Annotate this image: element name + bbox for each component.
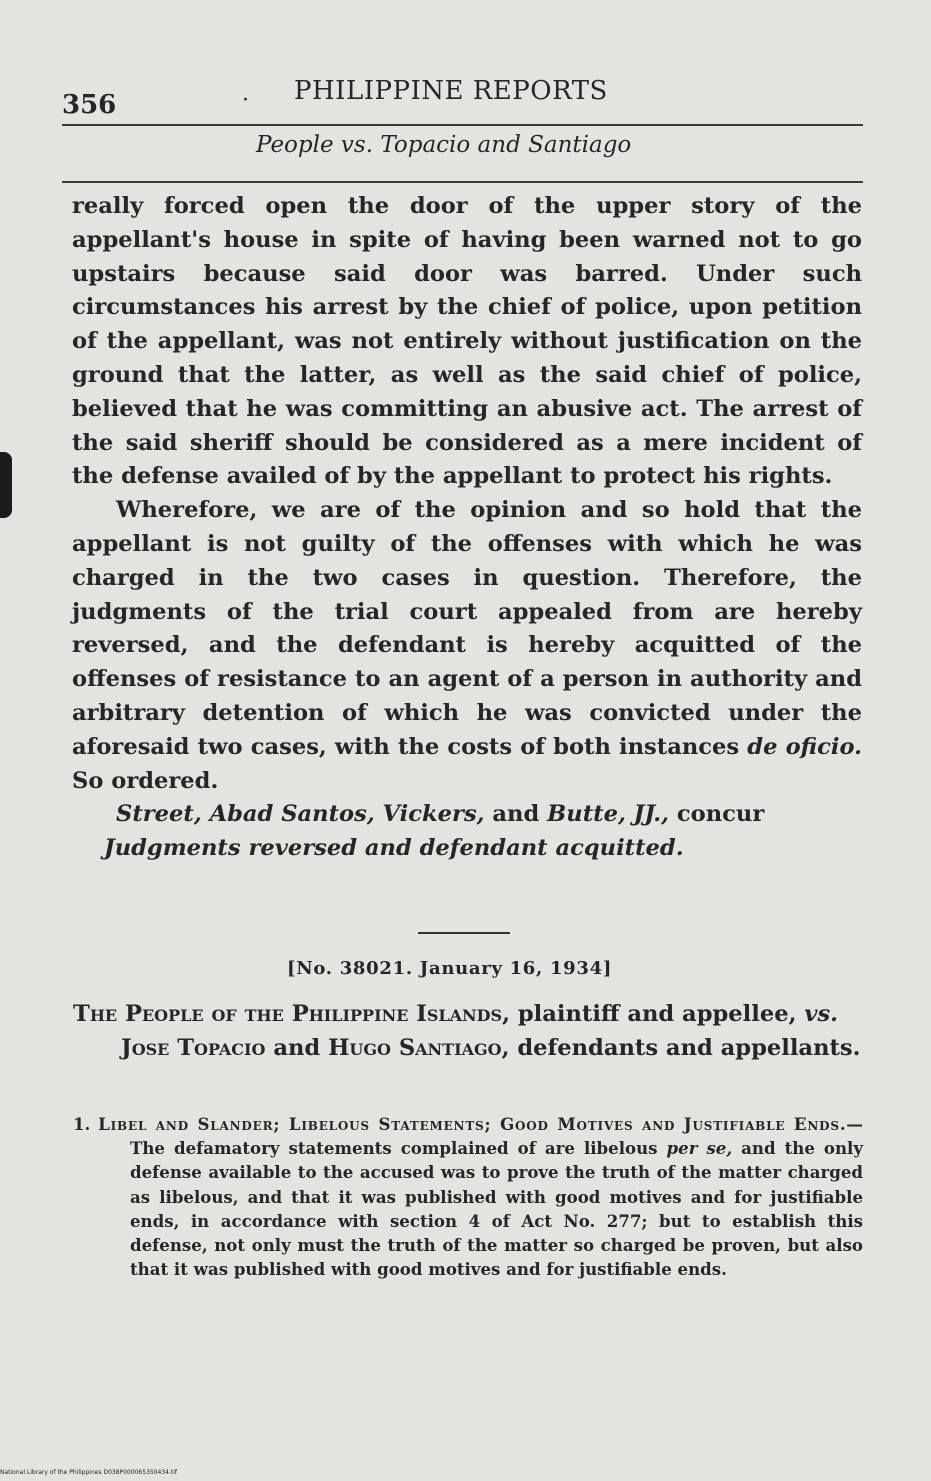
running-title: PHILIPPINE REPORTS: [294, 76, 608, 106]
party-1-role: plaintiff and appellee,: [517, 1001, 797, 1027]
syllabus-italic: per se,: [666, 1138, 733, 1159]
caption-rule: [62, 181, 863, 183]
header-rule: [62, 124, 863, 126]
judgment-line: Judgments reversed and defendant acquitted.: [104, 835, 684, 862]
syllabus-note: [73, 1112, 863, 1281]
paragraph-2-italic: de oficio.: [747, 733, 862, 760]
concur-last: Butte, JJ.,: [547, 801, 670, 828]
opinion-paragraph-2: [72, 494, 862, 798]
party-2-role: defendants and appellants.: [517, 1034, 861, 1061]
header-separator: ·: [242, 88, 249, 113]
syllabus-number: 1.: [73, 1114, 91, 1134]
case-caption: People vs. Topacio and Santiago: [256, 132, 632, 158]
scan-credit: National Library of the Philippines D038P000065350434.tif: [0, 1469, 178, 1476]
syllabus-headnote: Libel and Slander; Libelous Statements; Good Motives and Justifiable Ends.: [98, 1114, 847, 1134]
case-parties: [73, 998, 863, 1066]
page-number: 356: [62, 90, 117, 120]
opinion-text: [72, 190, 862, 866]
section-divider: [418, 932, 510, 934]
syllabus-text-1: —The defamatory statements complained of are libelous: [130, 1114, 863, 1159]
paragraph-2-end: So ordered.: [72, 767, 219, 794]
docket-line: [No. 38021. January 16, 1934]: [287, 958, 613, 979]
paragraph-2-main: Wherefore, we are of the opinion and so hold that the appellant is not guilty of the offenses with which he was charged in the two cases in question. Therefore, the judgments of the trial court appealed from are hereby reversed, and the defendant is hereby acquitted of the offenses of resistance to an agent of a person in authority and arbitrary detention of which he was convicted under the aforesaid two cases, with the costs of both instances: [72, 497, 862, 760]
concur-word: concur: [676, 801, 765, 828]
concur-justices: Street, Abad Santos, Vickers,: [116, 801, 485, 828]
party-1: The People of the Philippine Islands,: [73, 1001, 510, 1027]
concur-and: and: [492, 801, 540, 828]
party-2-and: and: [273, 1034, 321, 1061]
versus: vs.: [804, 1001, 839, 1027]
syllabus-text-2: and the only defense available to the accused was to prove the truth of the matter charged as libelous, and that it was published with good motives and for justifiable ends, in accordance with section 4 of Act No. 277; but to establish this defense, not only must the truth of the matter so charged be proven, but also that it was published with good motives and for justifiable ends.: [130, 1138, 864, 1280]
concurrence-line: [72, 798, 862, 832]
page-header: [62, 72, 864, 122]
party-2-second: Hugo Santiago,: [328, 1034, 510, 1061]
party-2-first: Jose Topacio: [121, 1034, 266, 1061]
binding-mark: [0, 452, 12, 518]
opinion-paragraph-1: really forced open the door of the upper story of the appellant's house in spite of having been warned not to go upstairs because said door was barred. Under such circumstances his arrest by the chief of police, upon petition of the appellant, was not entirely without justification on the ground that the latter, as well as the said chief of police, believed that he was committing an abusive act. The arrest of the said sheriff should be considered as a mere incident of the defense availed of by the appellant to protect his rights.: [72, 193, 862, 490]
